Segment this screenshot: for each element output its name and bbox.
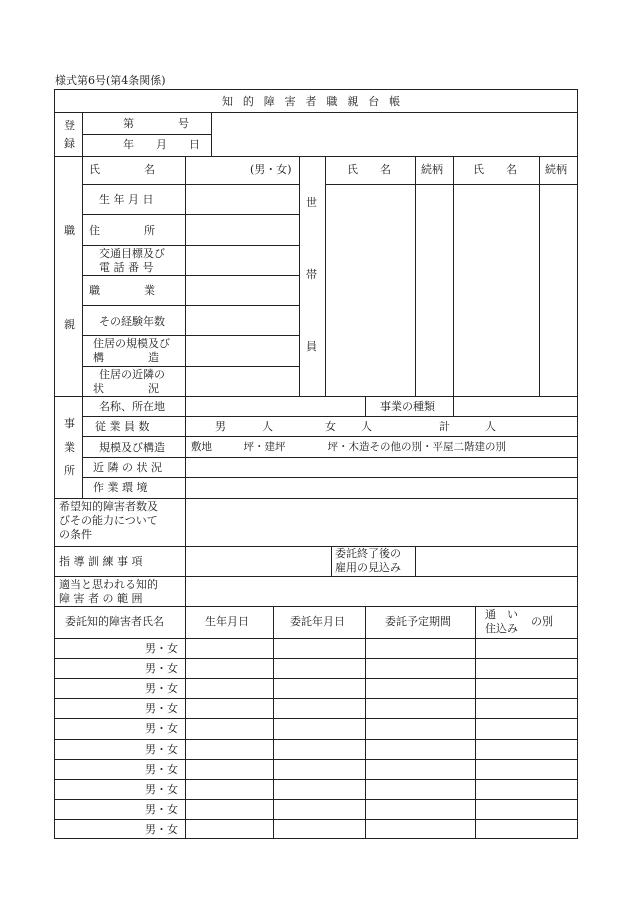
- guidance-after-2: 雇用の見込み: [335, 561, 401, 574]
- divider: [539, 156, 540, 396]
- household-label-3: 員: [306, 340, 317, 353]
- table-row-divider: [55, 819, 577, 820]
- field-housing-label-1: 住居の規模及び: [93, 337, 170, 350]
- table-row-divider: [55, 718, 577, 719]
- business-side-2: 業: [64, 441, 75, 454]
- table-row-gender: 男・女: [145, 822, 178, 836]
- table-row-gender: 男・女: [145, 802, 178, 816]
- household-col-relation-1: 続柄: [421, 163, 443, 176]
- shokuoya-side-1: 職: [64, 224, 75, 237]
- field-experience-label: その経験年数: [99, 315, 165, 328]
- field-neighbor-label-1: 住居の近隣の: [99, 368, 165, 381]
- field-transport-label-1: 交通目標及び: [99, 247, 165, 260]
- divider: [331, 546, 332, 576]
- field-name-label: 氏 名: [89, 163, 155, 176]
- divider: [299, 156, 300, 396]
- col-header-commission-date: 委託年月日: [290, 615, 345, 628]
- divider: [365, 606, 366, 839]
- field-occupation-label: 職 業: [89, 284, 155, 297]
- business-name-location-label: 名称、所在地: [99, 400, 165, 413]
- registration-label-1: 登: [64, 119, 75, 132]
- registry-form: [54, 89, 578, 839]
- registration-label-2: 録: [64, 137, 75, 150]
- divider: [82, 156, 83, 396]
- divider: [82, 184, 299, 185]
- gender-option: (男・女): [250, 163, 292, 176]
- field-birthdate-label: 生 年 月 日: [99, 193, 154, 206]
- table-row-divider: [55, 799, 577, 800]
- divider: [185, 396, 186, 498]
- employees-male: 男: [215, 420, 226, 433]
- table-row-gender: 男・女: [145, 682, 178, 696]
- divider: [82, 245, 299, 246]
- table-row-divider: [55, 678, 577, 679]
- col-header-birthdate: 生年月日: [205, 615, 249, 628]
- divider: [453, 396, 454, 416]
- divider: [82, 436, 577, 437]
- table-row-divider: [55, 779, 577, 780]
- divider: [55, 606, 577, 607]
- divider: [185, 498, 186, 638]
- employees-total: 計: [439, 420, 450, 433]
- scope-label-2: 障 害 者 の 範 囲: [59, 592, 143, 605]
- col-header-period: 委託予定期間: [385, 615, 451, 628]
- household-label-2: 帯: [306, 268, 317, 281]
- divider: [55, 498, 577, 499]
- divider: [475, 606, 476, 839]
- table-row-divider: [55, 759, 577, 760]
- divider: [82, 457, 577, 458]
- table-row-divider: [55, 658, 577, 659]
- col-header-commute-1: 通 い: [485, 608, 518, 621]
- divider: [82, 396, 83, 498]
- scale-value: 敷地 坪・建坪 坪・木造その他の別・平屋二階建の別: [191, 441, 506, 453]
- divider: [55, 576, 577, 577]
- divider: [325, 156, 326, 396]
- divider: [82, 134, 212, 135]
- divider: [82, 275, 299, 276]
- form-title: 知的障害者職親台帳: [221, 95, 411, 108]
- table-row-divider: [55, 698, 577, 699]
- field-transport-label-2: 電 話 番 号: [99, 261, 154, 274]
- household-label-1: 世: [306, 196, 317, 209]
- employees-label: 従 業 員 数: [95, 420, 150, 433]
- conditions-label-1: 希望知的障害者数及: [59, 500, 158, 513]
- registration-date: 年 月 日: [123, 138, 200, 151]
- employees-female: 女: [325, 420, 336, 433]
- field-neighbor-label-2: 状 況: [93, 382, 159, 395]
- divider: [415, 546, 416, 576]
- registration-number: 第 号: [123, 117, 189, 130]
- business-type-label: 事業の種類: [380, 400, 435, 413]
- col-header-commute-2: 住込み: [485, 622, 518, 635]
- divider: [55, 112, 577, 113]
- conditions-label-3: の条件: [59, 528, 92, 541]
- divider: [185, 156, 186, 396]
- business-side-3: 所: [64, 464, 75, 477]
- table-row-gender: 男・女: [145, 702, 178, 716]
- divider: [55, 156, 577, 157]
- employees-total-unit: 人: [485, 420, 496, 433]
- table-row-gender: 男・女: [145, 722, 178, 736]
- table-row-gender: 男・女: [145, 642, 178, 655]
- work-env-label: 作 業 環 境: [93, 481, 148, 494]
- table-row-gender: 男・女: [145, 742, 178, 756]
- form-number: 様式第6号(第4条関係): [55, 74, 166, 87]
- shokuoya-side-2: 親: [64, 318, 75, 331]
- divider: [273, 606, 274, 839]
- divider: [415, 156, 416, 396]
- divider: [55, 396, 577, 397]
- divider: [55, 638, 577, 639]
- col-header-name: 委託知的障害者氏名: [65, 615, 164, 628]
- table-row-gender: 男・女: [145, 762, 178, 776]
- employees-male-unit: 人: [262, 420, 273, 433]
- table-row-gender: 男・女: [145, 662, 178, 676]
- guidance-after-1: 委託終了後の: [335, 547, 401, 560]
- scope-label-1: 適当と思われる知的: [59, 578, 158, 591]
- divider: [82, 305, 299, 306]
- table-row-divider: [55, 739, 577, 740]
- divider: [365, 396, 366, 416]
- divider: [55, 546, 577, 547]
- divider: [82, 416, 577, 417]
- employees-female-unit: 人: [361, 420, 372, 433]
- neighborhood-label: 近 隣 の 状 況: [93, 461, 162, 474]
- guidance-label: 指 導 訓 練 事 項: [59, 555, 143, 568]
- household-col-name-2: 氏 名: [473, 163, 517, 176]
- divider: [82, 214, 299, 215]
- scale-label: 規模及び構造: [99, 441, 165, 454]
- conditions-label-2: びその能力について: [59, 514, 158, 527]
- col-header-commute-suffix: の別: [531, 615, 553, 628]
- divider: [325, 184, 577, 185]
- divider: [82, 366, 299, 367]
- field-housing-label-2: 構 造: [93, 351, 159, 364]
- divider: [82, 477, 577, 478]
- divider: [82, 335, 299, 336]
- business-side-1: 事: [64, 417, 75, 430]
- field-address-label: 住 所: [89, 224, 155, 237]
- table-row-gender: 男・女: [145, 782, 178, 796]
- household-col-name-1: 氏 名: [347, 163, 391, 176]
- divider: [453, 156, 454, 396]
- household-col-relation-2: 続柄: [545, 163, 567, 176]
